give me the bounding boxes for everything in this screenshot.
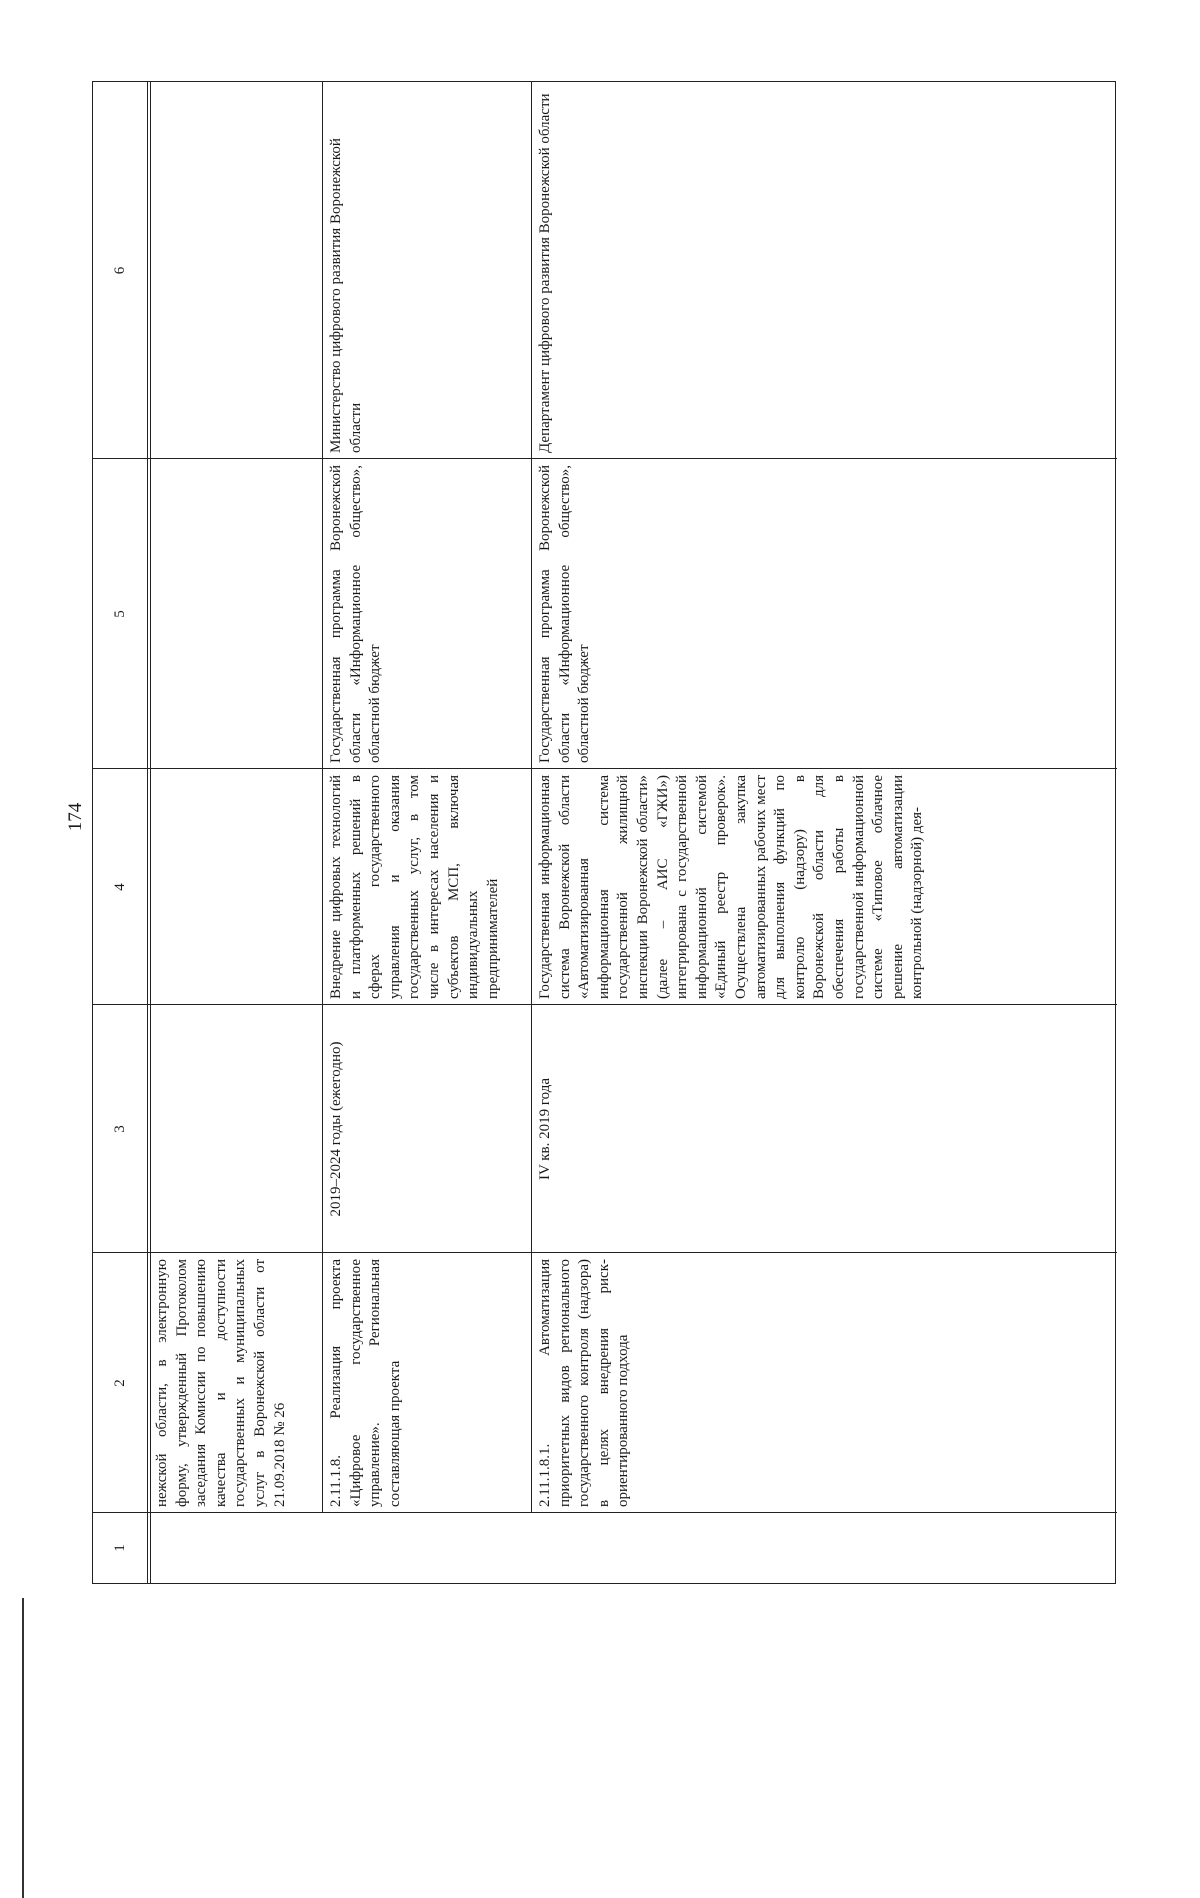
row-3-col-5: Государственная программа Воронежской области «Информационное общество», областной бюджет <box>537 465 593 763</box>
row-divider <box>531 82 532 1513</box>
scan-edge-line <box>22 1598 24 1898</box>
row-3-col-2: 2.11.1.8.1. Автоматизация приоритетных видов регионального государственного контроля (надзора) в целях внедрения риск-ориентированного подхода <box>537 1259 632 1507</box>
page-number: 174 <box>65 802 86 832</box>
column-header-6: 6 <box>112 266 128 275</box>
row-2-col-3: 2019–2024 годы (ежегодно) <box>328 1041 344 1217</box>
row-3-col-4: Государственная информационная система Воронежской области «Автоматизированная информационная система государственной жилищной инспекции Воронежской области» (далее – АИС «ГЖИ») интегрирована с государственной информационной системой «Единый реестр проверок». Осуществлена закупка автоматизированных рабочих мест для выполнения функций по контролю (надзору) в Воронежской области для обеспечения работы в государственной информационной системе «Типовое облачное решение автоматизации контрольной (надзорной) дея- <box>537 775 926 999</box>
row-3-col-6: Департамент цифрового развития Воронежской области <box>537 93 553 453</box>
column-header-2: 2 <box>112 1379 128 1387</box>
row-3-col-3: IV кв. 2019 года <box>537 1077 553 1181</box>
data-table <box>92 81 1116 1584</box>
row-2-col-2: 2.11.1.8. Реализация проекта «Цифровое государственное управление». Региональная составляющая проекта <box>328 1259 403 1507</box>
table-body <box>150 82 1115 1583</box>
row-2-col-5: Государственная программа Воронежской области «Информационное общество», областной бюджет <box>328 465 384 763</box>
column-header-1: 1 <box>112 1544 128 1552</box>
row-2-col-6: Министерство цифрового развития Воронежской области <box>328 138 364 453</box>
table-header-row <box>93 82 148 1583</box>
row-divider <box>322 82 323 1513</box>
row-1-col-2: нежской области, в электронную форму, утвержденный Протоколом заседания Комиссии по повышению качества и доступности государственных и муниципальных услуг в Воронежской области от 21.09.2018 № 26 <box>154 1259 288 1507</box>
column-header-4: 4 <box>112 883 128 891</box>
row-2-col-4: Внедрение цифровых технологий и платформенных решений в сферах государственного управления и оказания государственных услуг, в том числе в интересах населения и субъектов МСП, включая индивидуальных предпринимателей <box>328 775 501 999</box>
column-header-5: 5 <box>112 610 128 618</box>
column-header-3: 3 <box>112 1125 128 1133</box>
